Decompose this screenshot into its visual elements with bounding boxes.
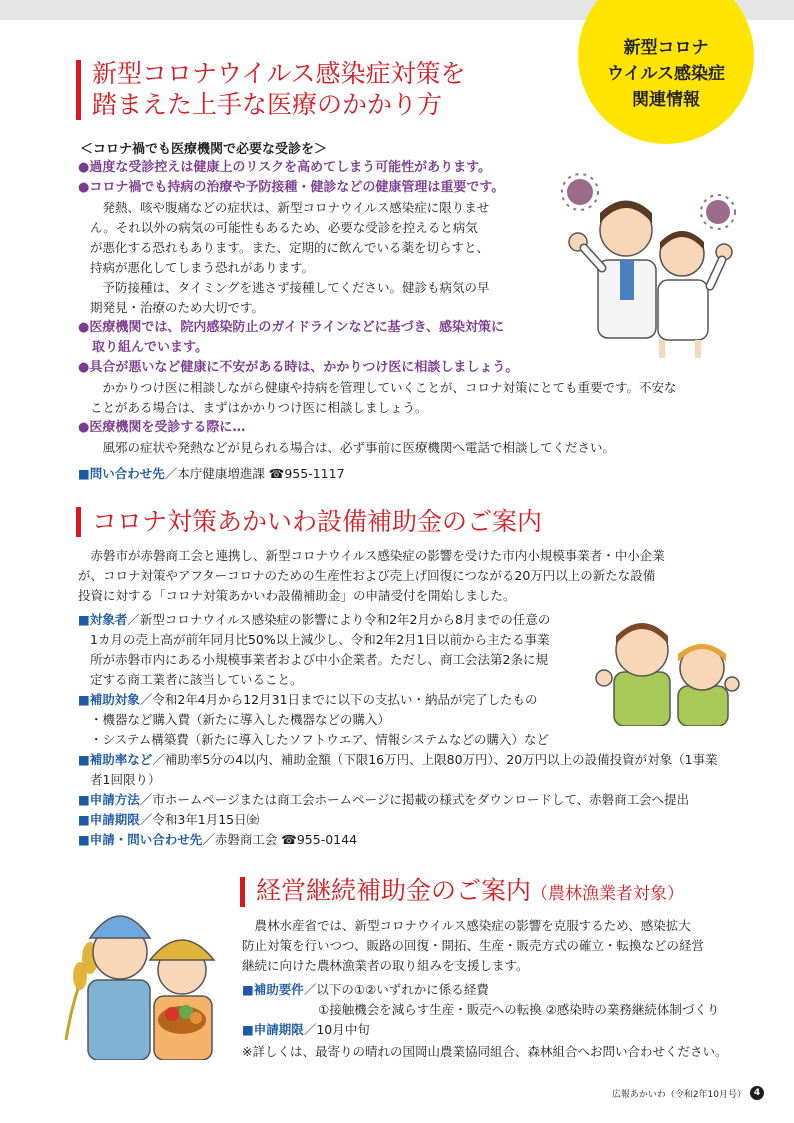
info-value: ／赤磐商工会 ☎955-0144 [202, 832, 358, 847]
info-row [78, 790, 689, 810]
subheading: ＜コロナ禍でも医療機関で必要な受診を＞ [80, 142, 328, 157]
body-line: 期発見・治療のため大切です。 [90, 300, 265, 315]
info-value: ／令和2年4月から12月31日までに以下の支払い・納品が完了したもの [139, 692, 538, 707]
body-line: かかりつけ医に相談しながら健康や持病を管理していくことが、コロナ対策にとても重要です。不安な [90, 380, 677, 395]
info-value: ／新型コロナウイルス感染症の影響により令和2年2月から8月までの任意の [127, 612, 551, 627]
info-label: ■補助要件 [242, 982, 304, 997]
key-point: ●過度な受診控えは健康上のリスクを高めてしまう可能性があります。 [78, 160, 492, 175]
info-label: ■申請期限 [242, 1022, 304, 1037]
key-point: ●具合が悪いなど健康に不安がある時は、かかりつけ医に相談しましょう。 [78, 360, 519, 375]
info-row [78, 750, 718, 770]
body-line: 投資に対する「コロナ対策あかいわ設備補助金」の申請受付を開始しました。 [78, 588, 516, 603]
section-title [256, 875, 684, 910]
section-title-bar [76, 60, 81, 120]
key-point: ●医療機関では、院内感染防止のガイドラインなどに基づき、感染対策に [78, 320, 505, 335]
info-label: ■申請・問い合わせ先 [78, 832, 203, 847]
section-title-bar [76, 507, 81, 537]
body-line: ①接触機会を減らす生産・販売への転換 ②感染時の業務継続体制づくり [318, 1002, 720, 1017]
body-line: 赤磐市が赤磐商工会と連携し、新型コロナウイルス感染症の影響を受けた市内小規模事業者・中小企業 [78, 548, 665, 563]
body-line: 持病が悪化してしまう恐れがあります。 [90, 260, 315, 275]
info-row [78, 690, 538, 710]
body-line: 定する商工業者に該当していること。 [90, 672, 303, 687]
body-line: が、コロナ対策やアフターコロナのための生産性および売上げ回復につながる20万円以上の新たな設備 [78, 568, 656, 583]
footer-text: 広報あかいわ（令和2年10月号） [611, 1089, 746, 1100]
section-title-bar [240, 877, 245, 907]
note: ※詳しくは、最寄りの晴れの国岡山農業協同組合、森林組合へお問い合わせください。 [242, 1044, 728, 1059]
info-value: ／市ホームページまたは商工会ホームページに掲載の様式をダウンロードして、赤磐商工会へ提出 [139, 792, 690, 807]
body-line: 農林水産省では、新型コロナウイルス感染症の影響を克服するため、感染拡大 [242, 918, 691, 933]
info-row [242, 1020, 370, 1040]
page-number: 4 [750, 1086, 764, 1100]
section-title: コロナ対策あかいわ設備補助金のご案内 [92, 507, 543, 536]
page-footer [612, 1086, 764, 1100]
info-label: ■申請期限 [78, 812, 140, 827]
body-line: 発熱、咳や腹痛などの症状は、新型コロナウイルス感染症に限りませ [90, 200, 490, 215]
contact-label: ■問い合わせ先 [78, 466, 165, 481]
info-row [78, 830, 357, 850]
body-line: 防止対策を行いつつ、販路の回復・開拓、生産・販売方式の確立・転換などの経営 [242, 938, 705, 953]
body-line: 風邪の症状や発熱などが見られる場合は、必ず事前に医療機関へ電話で相談してください。 [90, 440, 616, 455]
section-title: 踏まえた上手な医療のかかり方 [92, 90, 443, 119]
shopkeepers-illustration [592, 606, 742, 726]
contact-info [78, 464, 345, 484]
section-title: 新型コロナウイルス感染症対策を [92, 59, 466, 88]
badge-line: ウイルス感染症 [607, 64, 725, 84]
info-value: ／補助率5分の4以内、補助金額（下限16万円、上限80万円）、20万円以上の設備投資が対象（1事業 [152, 752, 718, 767]
info-value: ／令和3年1月15日㈮ [139, 812, 260, 827]
info-value: ／以下の①②いずれかに係る経費 [303, 982, 489, 997]
info-value: ／10月中旬 [303, 1022, 370, 1037]
section-title-note: （農林漁業者対象） [531, 884, 685, 904]
list-item: ・システム構築費（新たに導入したソフトウエア、情報システムなどの購入）など [90, 732, 550, 747]
info-row [78, 610, 550, 630]
badge-line: 関連情報 [632, 90, 700, 110]
info-label: ■申請方法 [78, 792, 140, 807]
list-item: ・機器など購入費（新たに導入した機器などの購入） [90, 712, 391, 727]
body-line: 所が赤磐市内にある小規模事業者および中小企業者。ただし、商工会法第2条に規 [90, 652, 548, 667]
body-line: ん。それ以外の病気の可能性もあるため、必要な受診を控えると病気 [90, 220, 478, 235]
key-point: ●コロナ禍でも持病の治療や予防接種・健診などの健康管理は重要です。 [78, 180, 505, 195]
doctor-nurse-illustration [558, 168, 748, 358]
body-line: 継続に向けた農林漁業者の取り組みを支援します。 [242, 958, 529, 973]
key-point: ●医療機関を受診する際に… [78, 420, 246, 435]
key-point: 取り組んでいます。 [92, 340, 208, 355]
body-line: 者1回限り） [90, 772, 161, 787]
section-title-main: 経営継続補助金のご案内 [256, 876, 532, 905]
badge-line: 新型コロナ [623, 38, 709, 58]
virus-icon [562, 174, 598, 210]
info-label: ■対象者 [78, 612, 128, 627]
contact-value: ／本庁健康増進課 ☎955-1117 [164, 466, 345, 481]
info-label: ■補助対象 [78, 692, 140, 707]
info-row [242, 980, 489, 1000]
info-label: ■補助率など [78, 752, 153, 767]
farmers-illustration [60, 880, 230, 1060]
info-row [78, 810, 259, 830]
virus-icon [701, 195, 735, 229]
body-line: 予防接種は、タイミングを逃さず接種してください。健診も病気の早 [90, 280, 490, 295]
topic-badge [578, 0, 754, 144]
body-line: ことがある場合は、まずはかかりつけ医に相談しましょう。 [90, 400, 428, 415]
body-line: 1カ月の売上高が前年同月比50%以上減少し、令和2年2月1日以前から主たる事業 [90, 632, 550, 647]
body-line: が悪化する恐れもあります。また、定期的に飲んでいる薬を切らすと、 [90, 240, 490, 255]
